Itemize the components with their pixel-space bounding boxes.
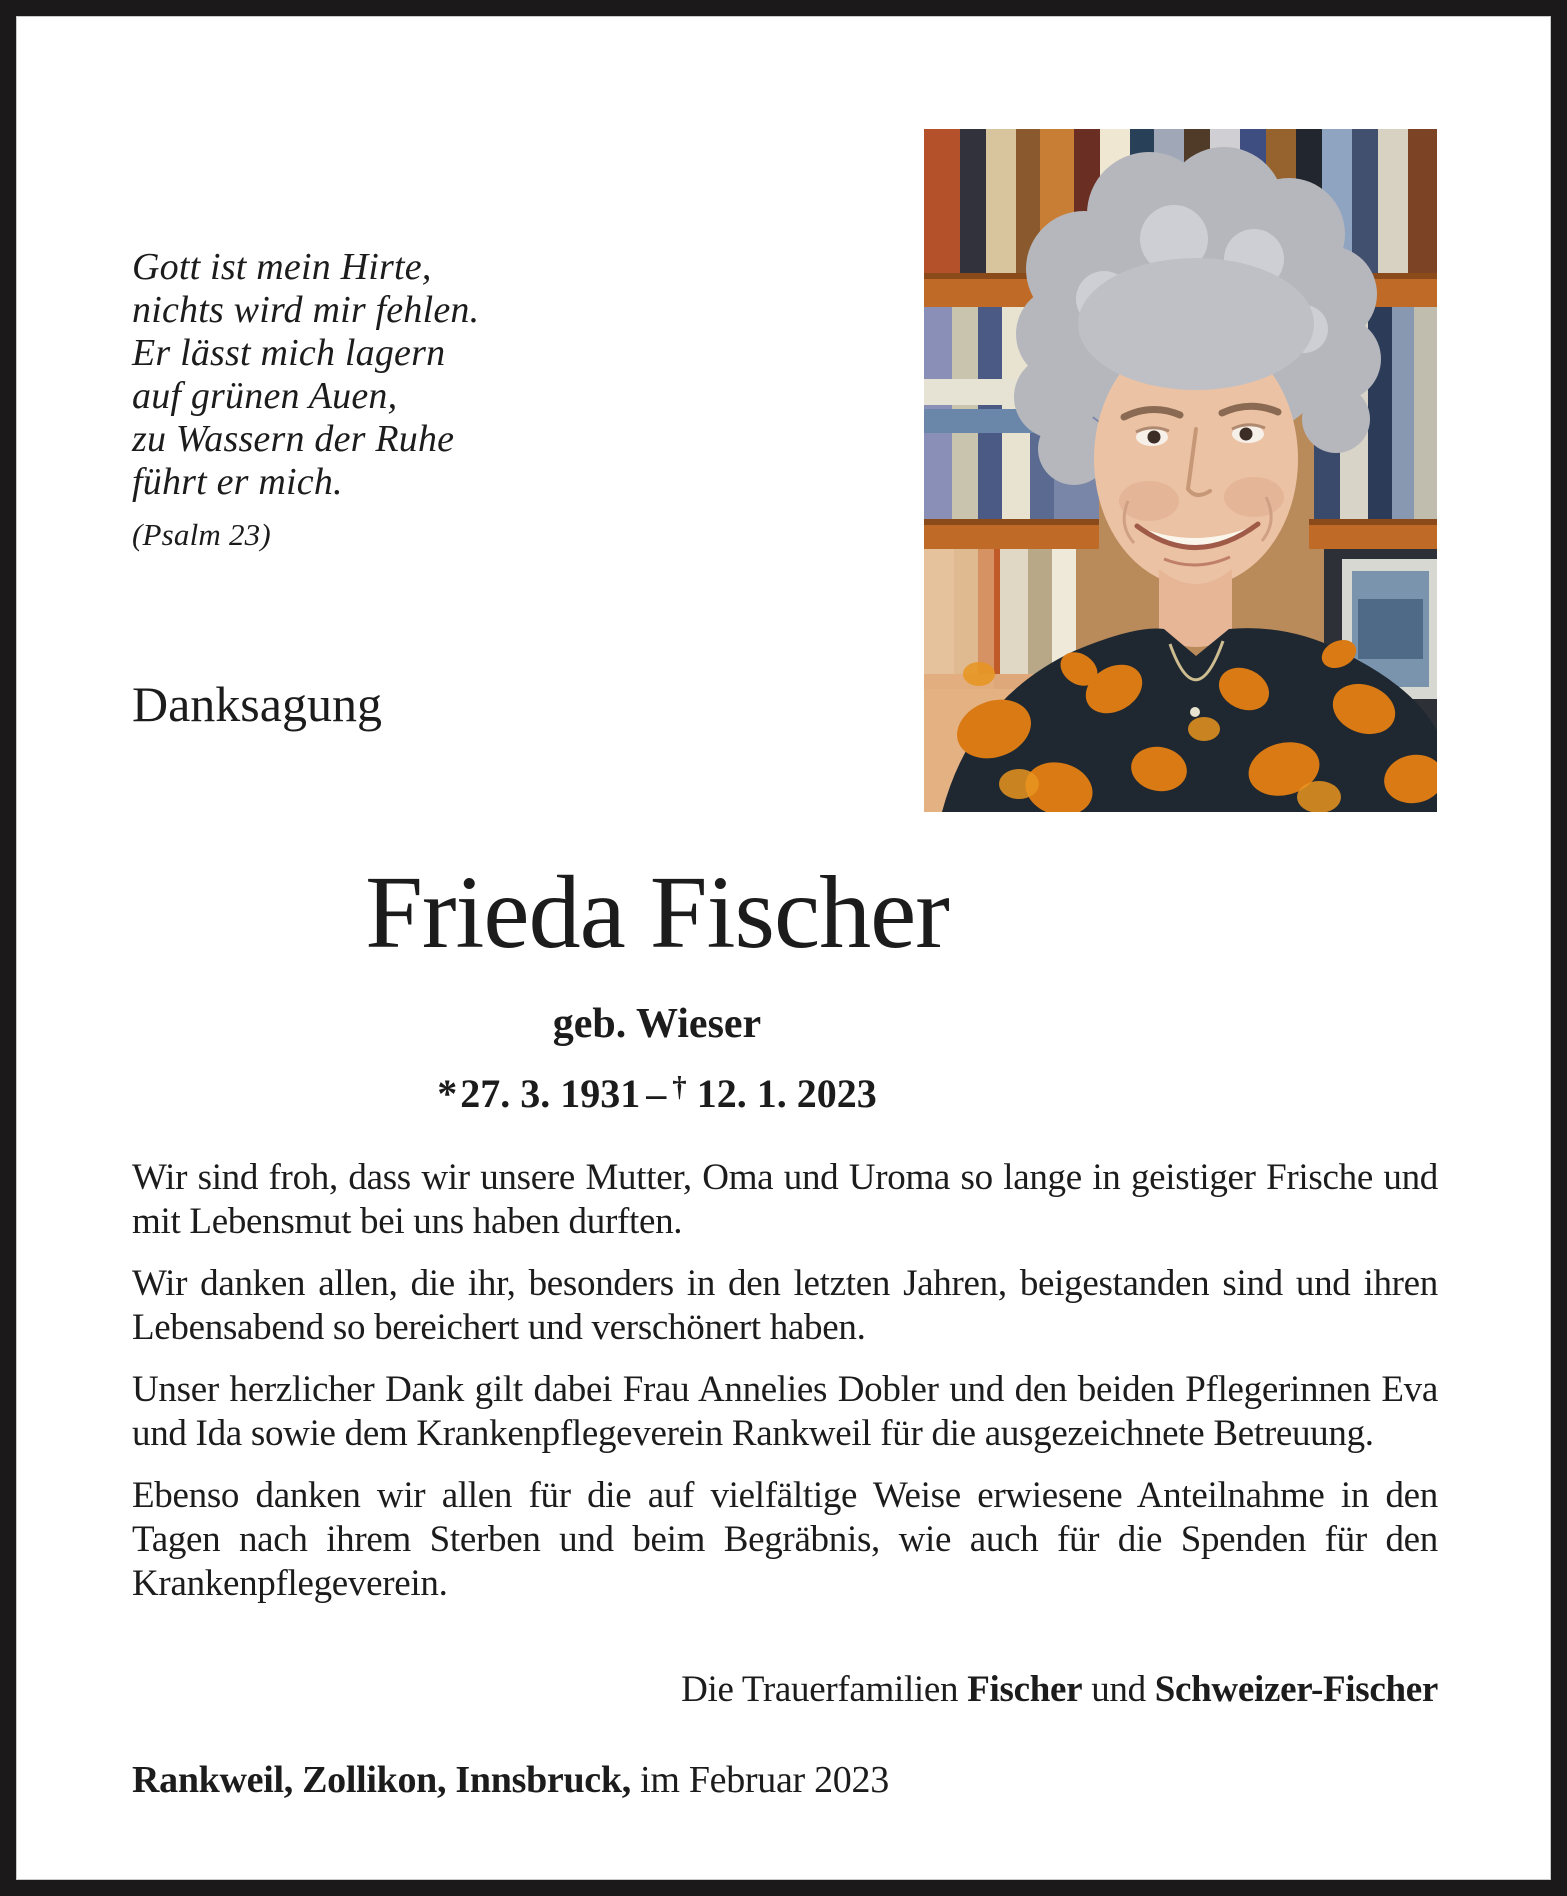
psalm-quote xyxy=(132,246,692,556)
places: Rankweil, Zollikon, Innsbruck, xyxy=(132,1759,631,1801)
death-date: 12. 1. 2023 xyxy=(696,1070,877,1116)
paragraph: Unser herzlicher Dank gilt dabei Frau Annelies Dobler und den beiden Pflegerinnen Eva und Ida sowie dem Krankenpflegeverein Rankweil für die ausgezeichnete Betreuung. xyxy=(132,1369,1438,1454)
birth-symbol: * xyxy=(437,1070,461,1116)
psalm-line: führt er mich. xyxy=(132,461,343,503)
thanks-text xyxy=(132,1156,1438,1606)
psalm-source: (Psalm 23) xyxy=(132,517,271,552)
date: im Februar 2023 xyxy=(640,1759,889,1801)
deceased-name: Frieda Fischer xyxy=(365,855,949,970)
birth-name: geb. Wieser xyxy=(552,1001,762,1047)
psalm-line: nichts wird mir fehlen. xyxy=(132,289,480,331)
paragraph: Wir danken allen, die ihr, besonders in den letzten Jahren, beigestanden sind und ihren Lebensabend so bereichert und verschönert haben. xyxy=(132,1263,1438,1348)
danksagung-title: Danksagung xyxy=(132,676,382,732)
psalm-line: zu Wassern der Ruhe xyxy=(132,418,455,460)
birth-date: 27. 3. 1931 xyxy=(460,1070,641,1116)
life-dates xyxy=(132,1064,1182,1117)
psalm-line: auf grünen Auen, xyxy=(132,375,398,417)
dates-separator: – xyxy=(646,1070,667,1116)
family-name-1: Fischer xyxy=(967,1669,1083,1710)
paragraph: Ebenso danken wir allen für die auf vielfältige Weise erwiesene Anteilnahme in den Tagen nach ihrem Sterben und beim Begräbnis, wie auch für die Spenden für den Krankenpflegeverein. xyxy=(132,1475,1438,1604)
psalm-line: Gott ist mein Hirte, xyxy=(132,246,432,288)
portrait-photo xyxy=(924,129,1437,812)
paragraph: Wir sind froh, dass wir unsere Mutter, Oma und Uroma so lange in geistiger Frische und mit Lebensmut bei uns haben durften. xyxy=(132,1157,1438,1242)
signature-prefix: Die Trauerfamilien xyxy=(681,1669,959,1710)
places-date-line xyxy=(132,1758,1438,1802)
signature-conjunction: und xyxy=(1091,1669,1146,1710)
psalm-line: Er lässt mich lagern xyxy=(132,332,446,374)
family-name-2: Schweizer-Fischer xyxy=(1154,1669,1438,1710)
mourning-families-line xyxy=(132,1668,1438,1712)
death-symbol: † xyxy=(672,1071,687,1103)
